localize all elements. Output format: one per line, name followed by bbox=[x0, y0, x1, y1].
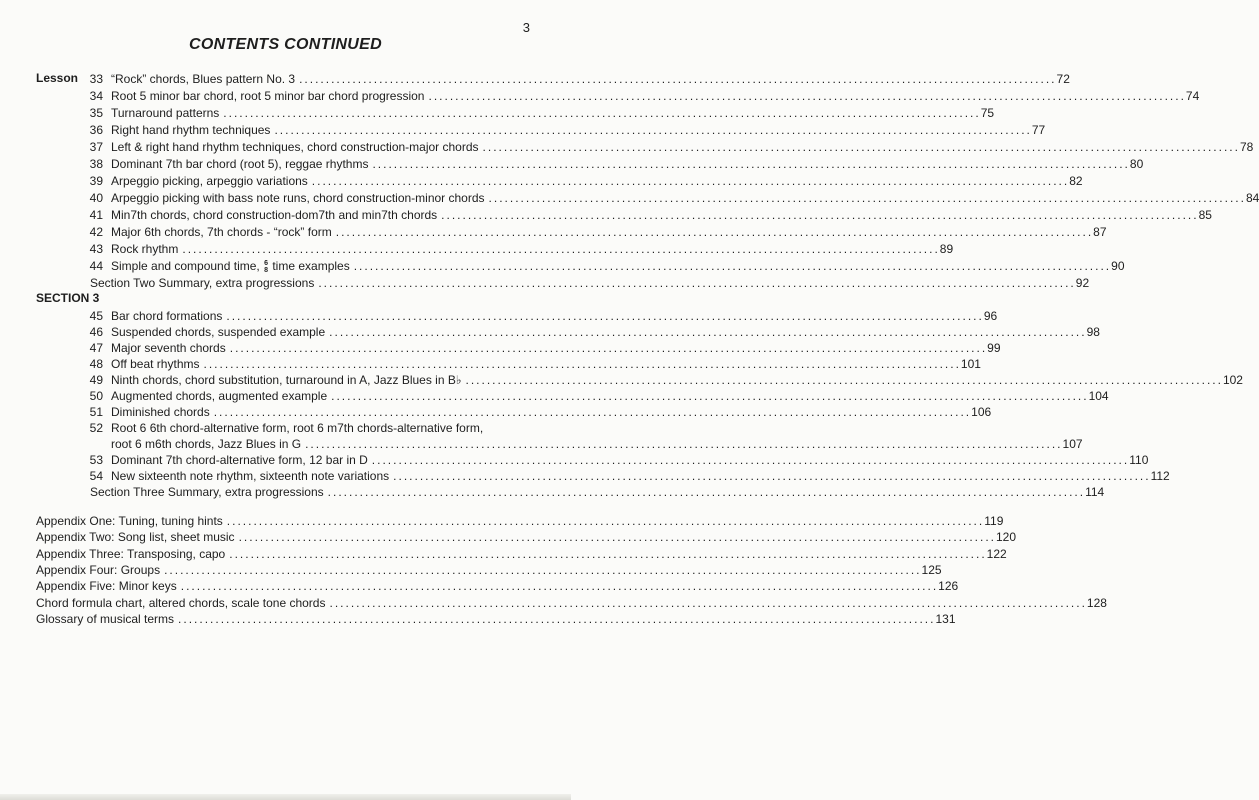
dot-leader: .............................................................................................................................................. bbox=[318, 276, 1076, 290]
lesson-number: 36 bbox=[89, 123, 103, 137]
page-ref: 99 bbox=[987, 341, 1001, 355]
lesson-number: 44 bbox=[89, 259, 103, 273]
entry-title: Turnaround patterns bbox=[111, 106, 220, 120]
lesson-number: 34 bbox=[89, 89, 103, 103]
dot-leader: .............................................................................................................................................. bbox=[226, 514, 985, 528]
dot-leader: .............................................................................................................................................. bbox=[482, 140, 1240, 154]
toc-entry bbox=[0, 241, 954, 257]
dot-leader: .............................................................................................................................................. bbox=[203, 357, 961, 371]
page-ref: 85 bbox=[1198, 208, 1212, 222]
dot-leader: .............................................................................................................................................. bbox=[331, 389, 1089, 403]
dot-leader: .............................................................................................................................................. bbox=[335, 225, 1094, 239]
lesson-number: 33 bbox=[89, 72, 103, 86]
time-signature bbox=[264, 260, 268, 274]
toc-entry bbox=[0, 562, 942, 578]
toc-entry bbox=[0, 546, 1007, 562]
page-ref: 128 bbox=[1086, 595, 1107, 610]
entry-title-part: Simple and compound time, bbox=[111, 259, 260, 273]
entry-title: Appendix Five: Minor keys bbox=[36, 579, 177, 594]
entry-title: Off beat rhythms bbox=[111, 357, 200, 371]
page-ref: 119 bbox=[984, 514, 1004, 528]
toc-entry bbox=[0, 258, 1125, 274]
dot-leader: .............................................................................................................................................. bbox=[311, 174, 1070, 188]
lesson-number: 35 bbox=[89, 106, 103, 120]
dot-leader: .............................................................................................................................................. bbox=[428, 89, 1186, 103]
dot-leader: .............................................................................................................................................. bbox=[329, 325, 1087, 339]
toc-entry bbox=[0, 275, 1090, 291]
lesson-number: 46 bbox=[89, 325, 103, 339]
page-ref: 89 bbox=[939, 242, 954, 256]
dot-leader: .............................................................................................................................................. bbox=[465, 373, 1223, 387]
page-ref: 110 bbox=[1129, 453, 1149, 467]
dot-leader: .............................................................................................................................................. bbox=[226, 309, 984, 323]
page-ref: 107 bbox=[1062, 437, 1083, 451]
page-ref: 114 bbox=[1085, 485, 1105, 499]
toc-entry bbox=[0, 372, 1243, 388]
page-ref: 74 bbox=[1185, 89, 1200, 103]
entry-title: Appendix One: Tuning, tuning hints bbox=[36, 514, 223, 528]
entry-title: Dominant 7th bar chord (root 5), reggae rhythms bbox=[111, 157, 369, 171]
entry-title: New sixteenth note rhythm, sixteenth note variations bbox=[111, 469, 390, 483]
toc-entry bbox=[0, 224, 1107, 240]
lesson-number: 49 bbox=[89, 373, 103, 387]
entry-title: Appendix Four: Groups bbox=[36, 562, 161, 577]
page-ref: 80 bbox=[1129, 157, 1144, 171]
entry-title: Chord formula chart, altered chords, scale tone chords bbox=[36, 595, 326, 610]
entry-title: root 6 m6th chords, Jazz Blues in G bbox=[111, 437, 302, 451]
toc-entry bbox=[0, 436, 1083, 452]
page-ref: 92 bbox=[1075, 276, 1090, 290]
page-ref: 90 bbox=[1111, 259, 1125, 273]
entry-title: Appendix Two: Song list, sheet music bbox=[36, 530, 235, 545]
toc-entry bbox=[0, 139, 1254, 155]
page-ref: 126 bbox=[938, 579, 959, 594]
toc-entry bbox=[0, 88, 1200, 104]
page-ref: 84 bbox=[1245, 191, 1259, 205]
page-ref: 106 bbox=[971, 405, 992, 419]
entry-title-part: time examples bbox=[272, 259, 350, 273]
page-title: CONTENTS CONTINUED bbox=[189, 36, 382, 53]
entry-title: Section Three Summary, extra progressions bbox=[90, 485, 324, 499]
dot-leader: .............................................................................................................................................. bbox=[299, 72, 1057, 86]
page-ref: 72 bbox=[1056, 72, 1070, 86]
entry-title: Left & right hand rhythm techniques, chord construction-major chords bbox=[111, 140, 479, 154]
dot-leader: .............................................................................................................................................. bbox=[274, 123, 1032, 137]
lesson-number: 42 bbox=[89, 225, 103, 239]
entry-title: Root 5 minor bar chord, root 5 minor bar chord progression bbox=[111, 89, 425, 103]
dot-leader: .............................................................................................................................................. bbox=[353, 259, 1112, 273]
toc-entry bbox=[0, 105, 995, 121]
toc-entry bbox=[0, 452, 1149, 468]
lesson-number: 45 bbox=[89, 309, 103, 323]
page-ref: 112 bbox=[1150, 469, 1170, 483]
lesson-label: Lesson bbox=[36, 71, 79, 85]
lesson-number: 43 bbox=[89, 242, 103, 256]
page-ref: 120 bbox=[996, 530, 1017, 545]
entry-title: Right hand rhythm techniques bbox=[111, 123, 271, 137]
dot-leader: .............................................................................................................................................. bbox=[229, 341, 988, 355]
toc-entry bbox=[0, 207, 1212, 223]
entry-title bbox=[111, 258, 354, 274]
page-bottom-edge bbox=[0, 794, 571, 800]
page-ref: 122 bbox=[986, 546, 1007, 561]
dot-leader: .............................................................................................................................................. bbox=[371, 453, 1130, 467]
entry-title: Major seventh chords bbox=[111, 341, 226, 355]
entry-title: Rock rhythm bbox=[111, 242, 179, 256]
entry-title: Major 6th chords, 7th chords - “rock” form bbox=[111, 225, 332, 239]
page-ref: 87 bbox=[1093, 225, 1107, 239]
toc-entry bbox=[0, 71, 1070, 87]
page-ref: 77 bbox=[1031, 123, 1046, 137]
page-ref: 98 bbox=[1086, 325, 1100, 339]
time-signature-bottom: 8 bbox=[264, 266, 268, 274]
entry-title: Bar chord formations bbox=[111, 309, 223, 323]
entry-title: Dominant 7th chord-alternative form, 12 bar in D bbox=[111, 453, 368, 467]
toc-entry bbox=[0, 190, 1259, 206]
lesson-number: 50 bbox=[89, 389, 103, 403]
lesson-number: 41 bbox=[89, 208, 103, 222]
entry-title: Diminished chords bbox=[111, 405, 210, 419]
lesson-number: 52 bbox=[89, 421, 103, 435]
lesson-number: 37 bbox=[89, 140, 103, 154]
entry-title: Suspended chords, suspended example bbox=[111, 325, 326, 339]
entry-title: Arpeggio picking, arpeggio variations bbox=[111, 174, 308, 188]
lesson-number: 48 bbox=[89, 357, 103, 371]
dot-leader: .............................................................................................................................................. bbox=[223, 106, 981, 120]
dot-leader: .............................................................................................................................................. bbox=[238, 530, 996, 545]
toc-entry bbox=[0, 404, 992, 420]
dot-leader: .............................................................................................................................................. bbox=[441, 208, 1199, 222]
page-ref: 82 bbox=[1069, 174, 1083, 188]
toc-entry bbox=[0, 173, 1083, 189]
page-ref: 125 bbox=[921, 562, 942, 577]
toc-entry bbox=[0, 340, 1001, 356]
dot-leader: .............................................................................................................................................. bbox=[182, 242, 940, 256]
page-ref: 131 bbox=[935, 611, 956, 626]
toc-entry bbox=[0, 156, 1144, 172]
dot-leader: .............................................................................................................................................. bbox=[488, 191, 1246, 205]
page-ref: 104 bbox=[1088, 389, 1109, 403]
entry-title: Min7th chords, chord construction-dom7th and min7th chords bbox=[111, 208, 438, 222]
dot-leader: .............................................................................................................................................. bbox=[180, 579, 939, 594]
page-number: 3 bbox=[522, 20, 530, 35]
toc-entry bbox=[0, 513, 1004, 529]
lesson-number: 54 bbox=[89, 469, 103, 483]
lesson-number: 39 bbox=[89, 174, 103, 188]
toc-entry bbox=[0, 468, 1170, 484]
dot-leader: .............................................................................................................................................. bbox=[327, 485, 1086, 499]
toc-entry bbox=[0, 484, 1105, 500]
dot-leader: .............................................................................................................................................. bbox=[329, 595, 1087, 610]
page-ref: 78 bbox=[1239, 140, 1254, 154]
entry-title: Appendix Three: Transposing, capo bbox=[36, 546, 226, 561]
toc-entry bbox=[0, 324, 1100, 340]
lesson-number: 53 bbox=[89, 453, 103, 467]
dot-leader: .............................................................................................................................................. bbox=[164, 562, 922, 577]
toc-entry bbox=[0, 388, 1109, 404]
lesson-number: 47 bbox=[89, 341, 103, 355]
entry-title: Arpeggio picking with bass note runs, chord construction-minor chords bbox=[111, 191, 485, 205]
toc-entry bbox=[0, 529, 1017, 545]
dot-leader: .............................................................................................................................................. bbox=[372, 157, 1130, 171]
dot-leader: .............................................................................................................................................. bbox=[305, 437, 1063, 451]
section-3-heading: SECTION 3 bbox=[36, 291, 100, 305]
entry-title: Root 6 6th chord-alternative form, root 6 m7th chords-alternative form, bbox=[111, 421, 484, 435]
dot-leader: .............................................................................................................................................. bbox=[178, 611, 936, 626]
lesson-number: 51 bbox=[89, 405, 103, 419]
toc-entry bbox=[0, 122, 1046, 138]
toc-entry bbox=[0, 308, 998, 324]
toc-entry bbox=[0, 595, 1107, 611]
toc-entry bbox=[0, 611, 956, 627]
toc-entry bbox=[0, 420, 571, 436]
dot-leader: .............................................................................................................................................. bbox=[213, 405, 972, 419]
lesson-number: 40 bbox=[89, 191, 103, 205]
entry-title: Section Two Summary, extra progressions bbox=[90, 276, 315, 290]
page-ref: 75 bbox=[980, 106, 995, 120]
entry-title: “Rock” chords, Blues pattern No. 3 bbox=[111, 72, 296, 86]
toc-entry bbox=[0, 356, 981, 372]
toc-entry bbox=[0, 578, 959, 594]
dot-leader: .............................................................................................................................................. bbox=[229, 546, 987, 561]
page-ref: 96 bbox=[983, 309, 998, 323]
page-ref: 101 bbox=[960, 357, 981, 371]
time-signature-top: 6 bbox=[264, 259, 268, 267]
dot-leader: .............................................................................................................................................. bbox=[393, 469, 1151, 483]
page-ref: 102 bbox=[1222, 373, 1243, 387]
entry-title: Augmented chords, augmented example bbox=[111, 389, 328, 403]
entry-title: Ninth chords, chord substitution, turnaround in A, Jazz Blues in B♭ bbox=[111, 373, 462, 387]
entry-title: Glossary of musical terms bbox=[36, 611, 175, 626]
lesson-number: 38 bbox=[89, 157, 103, 171]
